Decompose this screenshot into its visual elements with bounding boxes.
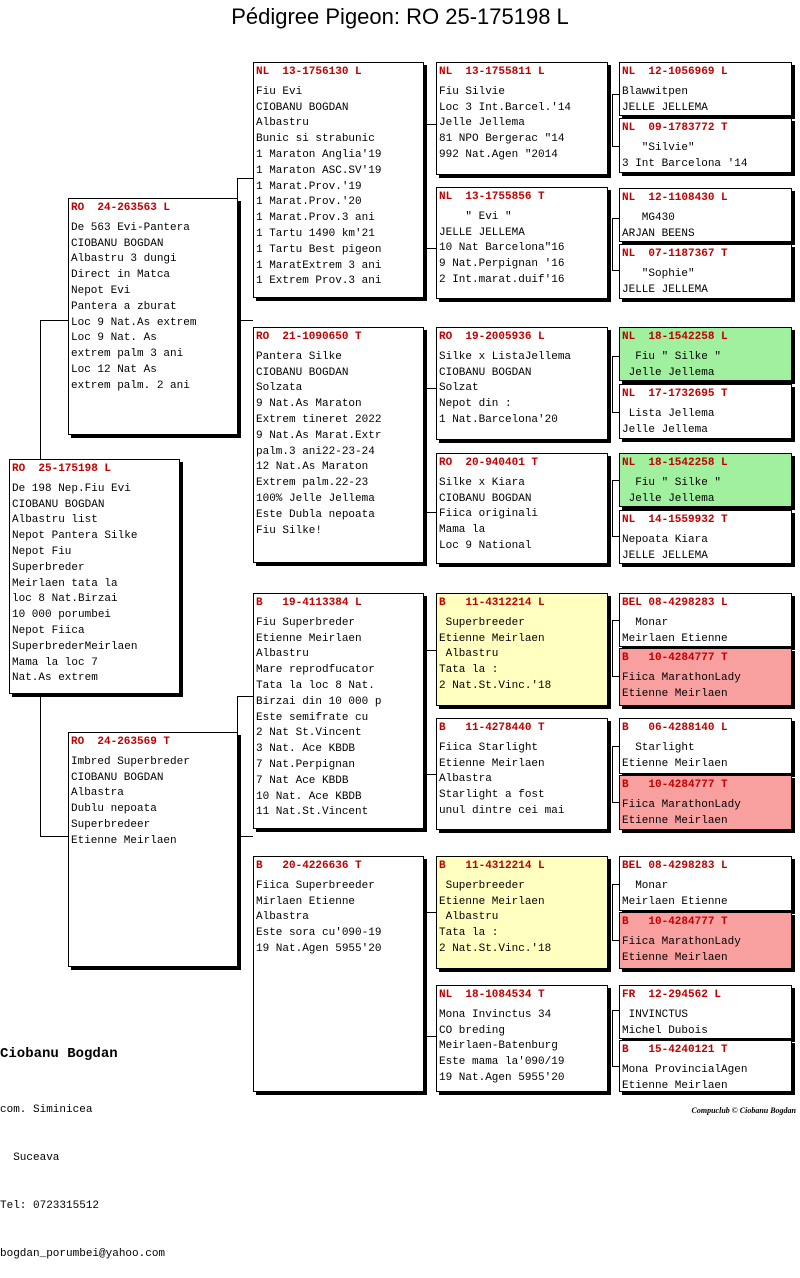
pigeon-card-dam-dam: [253, 856, 424, 1092]
pigeon-card-subject: [9, 459, 180, 694]
pigeon-card-sire-sire: [253, 62, 424, 298]
ring-number: NL 18-1542258 L: [622, 331, 728, 343]
pigeon-card-dds: [436, 856, 608, 969]
pigeon-note-line: 7 Nat Ace KBDB: [256, 774, 349, 787]
pigeon-card-g2: [619, 118, 792, 173]
ring-number: RO 19-2005936 L: [439, 331, 545, 343]
pigeon-note-line: 1 Marat.Prov.3 ani: [256, 212, 375, 225]
connector-line: [426, 650, 427, 774]
pigeon-note-line: Etienne Meirlaen: [622, 814, 728, 827]
pigeon-note-line: 2 Nat St.Vincent: [256, 727, 362, 740]
pigeon-note-line: JELLE JELLEMA: [439, 226, 525, 239]
breeder-name: Ciobanu Bogdan: [0, 1046, 118, 1062]
connector-line: [426, 124, 427, 248]
pigeon-note-line: 11 Nat.St.Vincent: [256, 806, 369, 819]
pigeon-note-line: CIOBANU BOGDAN: [256, 366, 349, 379]
pigeon-note-line: Fiica originali: [439, 508, 539, 521]
pigeon-note-line: CIOBANU BOGDAN: [71, 771, 164, 784]
pigeon-note-line: 9 Nat.As Marat.Extr: [256, 429, 382, 442]
pigeon-note-line: Starlight a fost: [439, 789, 545, 802]
pigeon-note-line: Extrem tineret 2022: [256, 413, 382, 426]
pigeon-note-line: Pantera a zburat: [71, 300, 177, 313]
pigeon-note-line: Superbredeer: [71, 818, 151, 831]
ring-number: NL 09-1783772 T: [622, 122, 728, 134]
pigeon-note-line: Este Dubla nepoata: [256, 508, 375, 521]
ring-number: NL 18-1084534 T: [439, 989, 545, 1001]
pigeon-note-line: Fiica MarathonLady: [622, 798, 741, 811]
page-title: Pédigree Pigeon: RO 25-175198 L: [231, 4, 569, 29]
connector-line: [612, 1010, 613, 1066]
pigeon-note-line: Loc 9 Nat.As extrem: [71, 316, 197, 329]
pigeon-note-line: Mare reprodfucator: [256, 664, 375, 677]
pigeon-note-line: Mama la: [439, 524, 486, 537]
pigeon-note-line: Etienne Meirlaen: [256, 632, 362, 645]
pigeon-note-line: Etienne Meirlaen: [622, 1079, 728, 1092]
pigeon-card-g6: [619, 384, 792, 439]
ring-number: NL 14-1559932 T: [622, 514, 728, 526]
ring-number: B 11-4278440 T: [439, 722, 545, 734]
pigeon-note-line: Albastra: [439, 773, 492, 786]
pigeon-note-line: 10 000 porumbei: [12, 609, 112, 622]
pigeon-note-line: Silke x ListaJellema: [439, 350, 572, 363]
pigeon-note-line: Silke x Kiara: [439, 476, 525, 489]
pigeon-card-g1: [619, 62, 792, 116]
pigeon-card-g11: [619, 718, 792, 774]
pigeon-note-line: Albastru: [439, 911, 499, 924]
pigeon-note-line: 10 Nat. Ace KBDB: [256, 790, 362, 803]
pigeon-note-line: Bunic si strabunic: [256, 133, 375, 146]
pigeon-card-ddd: [436, 985, 608, 1092]
pigeon-note-line: Solzat: [439, 382, 479, 395]
pigeon-note-line: extrem palm. 2 ani: [71, 379, 190, 392]
pigeon-note-line: 19 Nat.Agen 5955'20: [256, 942, 382, 955]
pigeon-note-line: Monar: [622, 616, 669, 629]
pigeon-note-line: Superbreeder: [439, 616, 525, 629]
pigeon-note-line: Fiica MarathonLady: [622, 935, 741, 948]
pigeon-note-line: De 198 Nep.Fiu Evi: [12, 482, 131, 495]
pigeon-note-line: 1 Tartu 1490 km'21: [256, 227, 375, 240]
connector-line: [612, 620, 613, 676]
pigeon-note-line: Este sora cu'090-19: [256, 927, 382, 940]
pigeon-note-line: 9 Nat.Perpignan '16: [439, 258, 565, 271]
pigeon-note-line: Albastra: [71, 787, 124, 800]
pigeon-note-line: Solzata: [256, 382, 303, 395]
ring-number: RO 21-1090650 T: [256, 331, 362, 343]
pigeon-note-line: " Evi ": [439, 210, 512, 223]
pigeon-note-line: Fiu Evi: [256, 85, 303, 98]
pigeon-note-line: 9 Nat.As Maraton: [256, 398, 362, 411]
pigeon-note-line: Mona ProvincialAgen: [622, 1063, 748, 1076]
pigeon-note-line: extrem palm 3 ani: [71, 348, 184, 361]
pigeon-note-line: CIOBANU BOGDAN: [439, 492, 532, 505]
pigeon-note-line: Etienne Meirlaen: [622, 757, 728, 770]
connector-line: [40, 836, 69, 837]
pigeon-note-line: 992 Nat.Agen "2014: [439, 148, 558, 161]
pigeon-note-line: Fiica MarathonLady: [622, 671, 741, 684]
pigeon-note-line: Pantera Silke: [256, 350, 342, 363]
pigeon-note-line: Nepot Fiica: [12, 624, 85, 637]
pigeon-note-line: Jelle Jellema: [439, 117, 525, 130]
pigeon-note-line: Nepot Evi: [71, 284, 131, 297]
pigeon-note-line: Etienne Meirlaen: [71, 834, 177, 847]
pigeon-note-line: Nepoata Kiara: [622, 533, 708, 546]
pigeon-note-line: 2 Nat.St.Vinc.'18: [439, 679, 552, 692]
connector-line: [237, 696, 253, 697]
ring-number: NL 13-1755811 L: [439, 66, 545, 78]
pigeon-note-line: Fiica Starlight: [439, 741, 539, 754]
pigeon-card-sire: [68, 198, 238, 435]
ring-number: B 20-4226636 T: [256, 860, 362, 872]
ring-number: RO 25-175198 L: [12, 463, 112, 475]
pigeon-note-line: CIOBANU BOGDAN: [256, 101, 349, 114]
connector-line: [612, 356, 613, 412]
ring-number: NL 07-1187367 T: [622, 248, 728, 260]
ring-number: RO 20-940401 T: [439, 457, 539, 469]
pigeon-note-line: Mama la loc 7: [12, 656, 98, 669]
ring-number: B 15-4240121 T: [622, 1044, 728, 1056]
ring-number: B 06-4288140 L: [622, 722, 728, 734]
pigeon-note-line: Birzai din 10 000 p: [256, 695, 382, 708]
pigeon-note-line: Etienne Meirlaen: [622, 687, 728, 700]
pigeon-note-line: Starlight: [622, 741, 695, 754]
pigeon-card-g12: [619, 775, 792, 830]
pigeon-note-line: Loc 9 National: [439, 539, 532, 552]
pigeon-note-line: Michel Dubois: [622, 1024, 708, 1037]
pigeon-note-line: Dublu nepoata: [71, 803, 157, 816]
pigeon-note-line: Extrem palm.22-23: [256, 477, 369, 490]
pigeon-note-line: Fiu Silvie: [439, 85, 506, 98]
pigeon-card-sire-dam: [253, 327, 424, 563]
pigeon-note-line: Blawwitpen: [622, 85, 689, 98]
connector-line: [237, 836, 253, 837]
pigeon-note-line: Fiu " Silke ": [622, 350, 722, 363]
pigeon-note-line: Etienne Meirlaen: [439, 632, 545, 645]
pigeon-note-line: Meirlaen Etienne: [622, 632, 728, 645]
pigeon-note-line: 81 NPO Bergerac "14: [439, 133, 565, 146]
pigeon-note-line: 3 Nat. Ace KBDB: [256, 743, 356, 756]
pigeon-card-dam-sire: [253, 593, 424, 829]
pigeon-note-line: Tata la :: [439, 927, 499, 940]
pigeon-note-line: 1 Extrem Prov.3 ani: [256, 275, 382, 288]
connector-line: [237, 178, 253, 179]
pigeon-note-line: Nat.As extrem: [12, 672, 98, 685]
pigeon-card-dam: [68, 732, 238, 967]
pigeon-note-line: SuperbrederMeirlaen: [12, 640, 138, 653]
pigeon-card-dsd: [436, 718, 608, 830]
breeder-info: [0, 1014, 165, 1278]
ring-number: BEL 08-4298283 L: [622, 860, 728, 872]
pigeon-note-line: Meirlaen tata la: [12, 577, 118, 590]
pigeon-note-line: Imbred Superbreder: [71, 755, 190, 768]
connector-line: [237, 320, 253, 321]
pigeon-note-line: Lista Jellema: [622, 407, 715, 420]
pigeon-note-line: CIOBANU BOGDAN: [71, 237, 164, 250]
connector-line: [426, 912, 427, 1036]
pigeon-note-line: MG430: [622, 211, 675, 224]
breeder-line: com. Siminicea: [0, 1104, 93, 1116]
pigeon-note-line: Loc 3 Int.Barcel.'14: [439, 101, 572, 114]
pigeon-note-line: Etienne Meirlaen: [622, 951, 728, 964]
ring-number: RO 24-263563 L: [71, 202, 171, 214]
pigeon-note-line: Monar: [622, 879, 669, 892]
pigeon-note-line: Jelle Jellema: [622, 492, 715, 505]
pigeon-note-line: 100% Jelle Jellema: [256, 492, 375, 505]
pigeon-note-line: 1 Marat.Prov.'20: [256, 196, 362, 209]
pigeon-note-line: 19 Nat.Agen 5955'20: [439, 1071, 565, 1084]
pigeon-note-line: Albastru: [256, 648, 309, 661]
ring-number: B 10-4284777 T: [622, 779, 728, 791]
pigeon-note-line: 1 Maraton ASC.SV'19: [256, 164, 382, 177]
pigeon-note-line: Albastra: [256, 911, 309, 924]
pigeon-card-sds: [436, 327, 608, 440]
pigeon-note-line: Fiu " Silke ": [622, 476, 722, 489]
pigeon-note-line: 12 Nat.As Maraton: [256, 461, 369, 474]
pigeon-note-line: JELLE JELLEMA: [622, 101, 708, 114]
connector-line: [612, 884, 613, 940]
pigeon-note-line: Etienne Meirlaen: [439, 757, 545, 770]
pigeon-note-line: Superbreder: [12, 561, 85, 574]
connector-line: [612, 94, 613, 146]
pigeon-note-line: Nepot din :: [439, 398, 512, 411]
pigeon-note-line: 1 Marat.Prov.'19: [256, 180, 362, 193]
pigeon-note-line: 1 Tartu Best pigeon: [256, 243, 382, 256]
pigeon-note-line: 2 Nat.St.Vinc.'18: [439, 942, 552, 955]
pigeon-note-line: Loc 12 Nat As: [71, 363, 157, 376]
connector-line: [426, 388, 427, 512]
connector-line: [40, 696, 41, 836]
ring-number: RO 24-263569 T: [71, 736, 171, 748]
pigeon-note-line: unul dintre cei mai: [439, 804, 565, 817]
pigeon-note-line: Nepot Fiu: [12, 545, 72, 558]
ring-number: NL 12-1108430 L: [622, 192, 728, 204]
ring-number: B 10-4284777 T: [622, 916, 728, 928]
ring-number: NL 17-1732695 T: [622, 388, 728, 400]
pigeon-card-dss: [436, 593, 608, 706]
pigeon-note-line: Albastru: [439, 648, 499, 661]
pigeon-note-line: Tata la loc 8 Nat.: [256, 679, 375, 692]
pigeon-card-g3: [619, 188, 792, 242]
pigeon-note-line: Loc 9 Nat. As: [71, 332, 157, 345]
pigeon-note-line: Fiica Superbreeder: [256, 879, 375, 892]
pigeon-card-g16: [619, 1040, 792, 1092]
ring-number: B 19-4113384 L: [256, 597, 362, 609]
pigeon-note-line: Etienne Meirlaen: [439, 895, 545, 908]
pigeon-card-g14: [619, 912, 792, 969]
ring-number: FR 12-294562 L: [622, 989, 722, 1001]
pigeon-card-g15: [619, 985, 792, 1039]
pigeon-card-g5: [619, 327, 792, 381]
pigeon-note-line: Direct in Matca: [71, 269, 171, 282]
pigeon-note-line: palm.3 ani22-23-24: [256, 445, 375, 458]
ring-number: NL 13-1756130 L: [256, 66, 362, 78]
pigeon-card-g9: [619, 593, 792, 647]
pigeon-card-sss: [436, 62, 608, 175]
breeder-line: Tel: 0723315512: [0, 1200, 100, 1212]
ring-number: BEL 08-4298283 L: [622, 597, 728, 609]
breeder-line: bogdan_porumbei@yahoo.com: [0, 1248, 166, 1260]
pigeon-note-line: Nepot Pantera Silke: [12, 530, 138, 543]
pigeon-note-line: Mirlaen Etienne: [256, 895, 356, 908]
pigeon-note-line: 7 Nat.Perpignan: [256, 758, 356, 771]
pigeon-card-sdd: [436, 453, 608, 564]
pigeon-note-line: Meirlaen-Batenburg: [439, 1040, 558, 1053]
pigeon-note-line: 2 Int.marat.duif'16: [439, 273, 565, 286]
pigeon-note-line: Albastru list: [12, 514, 98, 527]
ring-number: NL 12-1056969 L: [622, 66, 728, 78]
pigeon-note-line: CIOBANU BOGDAN: [12, 498, 105, 511]
footer-credit: Compuclub © Ciobanu Bogdan: [691, 1106, 796, 1115]
pigeon-card-g8: [619, 510, 792, 564]
pigeon-note-line: Albastru 3 dungi: [71, 253, 177, 266]
connector-line: [612, 218, 613, 270]
ring-number: B 10-4284777 T: [622, 652, 728, 664]
pigeon-card-ssd: [436, 187, 608, 299]
ring-number: NL 13-1755856 T: [439, 191, 545, 203]
pigeon-note-line: Superbreeder: [439, 879, 525, 892]
breeder-line: Suceava: [0, 1152, 60, 1164]
pigeon-note-line: Meirlaen Etienne: [622, 895, 728, 908]
pigeon-note-line: CO breding: [439, 1024, 506, 1037]
pigeon-note-line: Jelle Jellema: [622, 366, 715, 379]
ring-number: NL 18-1542258 L: [622, 457, 728, 469]
pigeon-note-line: CIOBANU BOGDAN: [439, 366, 532, 379]
pigeon-note-line: ARJAN BEENS: [622, 227, 695, 240]
pigeon-note-line: Jelle Jellema: [622, 423, 708, 436]
connector-line: [612, 480, 613, 536]
pigeon-card-g7: [619, 453, 792, 507]
pigeon-card-g4: [619, 244, 792, 299]
pigeon-note-line: Fiu Silke!: [256, 524, 323, 537]
pigeon-note-line: 3 Int Barcelona '14: [622, 157, 748, 170]
connector-line: [612, 746, 613, 802]
pigeon-note-line: 1 Nat.Barcelona'20: [439, 413, 558, 426]
ring-number: B 11-4312214 L: [439, 860, 545, 872]
pigeon-note-line: loc 8 Nat.Birzai: [12, 593, 118, 606]
pigeon-note-line: JELLE JELLEMA: [622, 549, 708, 562]
pigeon-note-line: Mona Invinctus 34: [439, 1008, 552, 1021]
pigeon-note-line: "Silvie": [622, 141, 695, 154]
pigeon-note-line: Este semifrate cu: [256, 711, 369, 724]
pigeon-note-line: Tata la :: [439, 664, 499, 677]
pigeon-note-line: 1 MaratExtrem 3 ani: [256, 259, 382, 272]
pigeon-note-line: Albastru: [256, 117, 309, 130]
pigeon-note-line: "Sophie": [622, 267, 695, 280]
pigeon-note-line: 1 Maraton Anglia'19: [256, 148, 382, 161]
connector-line: [40, 320, 69, 321]
pigeon-note-line: 10 Nat Barcelona"16: [439, 242, 565, 255]
ring-number: B 11-4312214 L: [439, 597, 545, 609]
pigeon-note-line: INVINCTUS: [622, 1008, 689, 1021]
pigeon-note-line: Fiu Superbreder: [256, 616, 356, 629]
pigeon-card-g10: [619, 648, 792, 706]
pigeon-note-line: JELLE JELLEMA: [622, 283, 708, 296]
connector-line: [40, 320, 41, 460]
pigeon-note-line: De 563 Evi-Pantera: [71, 221, 190, 234]
pigeon-note-line: Este mama la'090/19: [439, 1056, 565, 1069]
pigeon-card-g13: [619, 856, 792, 911]
